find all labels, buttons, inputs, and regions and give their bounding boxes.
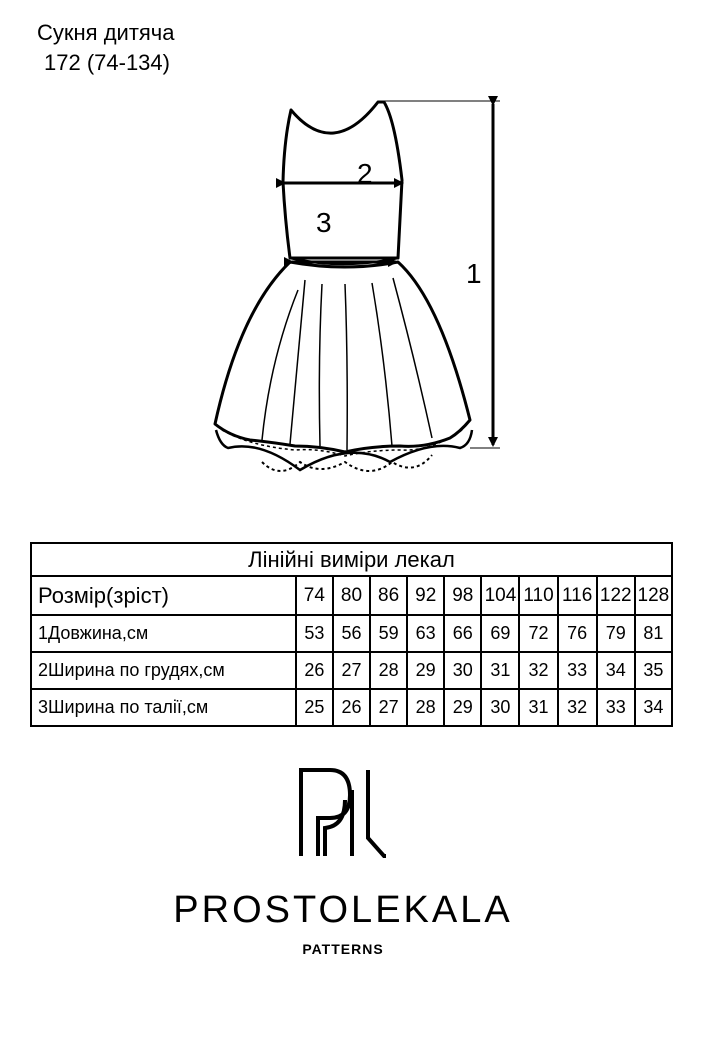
measurements-table <box>30 542 673 727</box>
page-subtitle: 172 (74-134) <box>44 50 170 75</box>
size-cell: 116 <box>558 576 597 615</box>
table-row-waist <box>31 689 672 726</box>
table-cell: 29 <box>407 652 444 689</box>
table-cell: 26 <box>296 652 333 689</box>
table-cell: 72 <box>519 615 557 652</box>
dress-diagram <box>0 0 703 520</box>
table-cell: 63 <box>407 615 444 652</box>
table-row-bust <box>31 652 672 689</box>
table-cell: 29 <box>444 689 481 726</box>
table-cell: 79 <box>597 615 635 652</box>
waist-measure-label: 3 <box>316 207 332 238</box>
size-cell: 86 <box>370 576 407 615</box>
size-label: Розмір(зріст) <box>31 576 296 615</box>
size-cell: 80 <box>333 576 370 615</box>
table-cell: 81 <box>635 615 672 652</box>
table-cell: 35 <box>635 652 672 689</box>
table-cell: 31 <box>481 652 519 689</box>
table-cell: 25 <box>296 689 333 726</box>
table-row-length <box>31 615 672 652</box>
size-cell: 74 <box>296 576 333 615</box>
row-label: 2Ширина по грудях,см <box>31 652 296 689</box>
table-cell: 26 <box>333 689 370 726</box>
size-row <box>31 576 672 615</box>
table-cell: 27 <box>333 652 370 689</box>
dress-skirt-outline <box>215 262 470 452</box>
table-cell: 59 <box>370 615 407 652</box>
table-cell: 30 <box>481 689 519 726</box>
table-cell: 32 <box>558 689 597 726</box>
table-cell: 34 <box>597 652 635 689</box>
table-cell: 32 <box>519 652 557 689</box>
row-label: 3Ширина по талії,см <box>31 689 296 726</box>
size-cell: 92 <box>407 576 444 615</box>
size-cell: 128 <box>635 576 672 615</box>
table-cell: 53 <box>296 615 333 652</box>
table-cell: 34 <box>635 689 672 726</box>
size-cell: 110 <box>519 576 557 615</box>
length-measure-label: 1 <box>466 258 482 289</box>
table-cell: 33 <box>558 652 597 689</box>
table-cell: 33 <box>597 689 635 726</box>
table-cell: 30 <box>444 652 481 689</box>
brand-tagline: PATTERNS <box>302 941 384 957</box>
row-label: 1Довжина,см <box>31 615 296 652</box>
table-cell: 31 <box>519 689 557 726</box>
size-cell: 104 <box>481 576 519 615</box>
page-title: Сукня дитяча <box>37 20 175 45</box>
table-cell: 66 <box>444 615 481 652</box>
table-cell: 76 <box>558 615 597 652</box>
brand-name: PROSTOLEKALA <box>173 889 513 931</box>
table-caption: Лінійні виміри лекал <box>31 543 672 576</box>
size-cell: 98 <box>444 576 481 615</box>
table-cell: 28 <box>370 652 407 689</box>
table-cell: 28 <box>407 689 444 726</box>
size-cell: 122 <box>597 576 635 615</box>
dress-underlayer-scallop <box>262 455 432 471</box>
table-cell: 69 <box>481 615 519 652</box>
table-cell: 56 <box>333 615 370 652</box>
table-cell: 27 <box>370 689 407 726</box>
bust-measure-label: 2 <box>357 158 373 189</box>
dress-bodice-outline <box>283 102 402 258</box>
